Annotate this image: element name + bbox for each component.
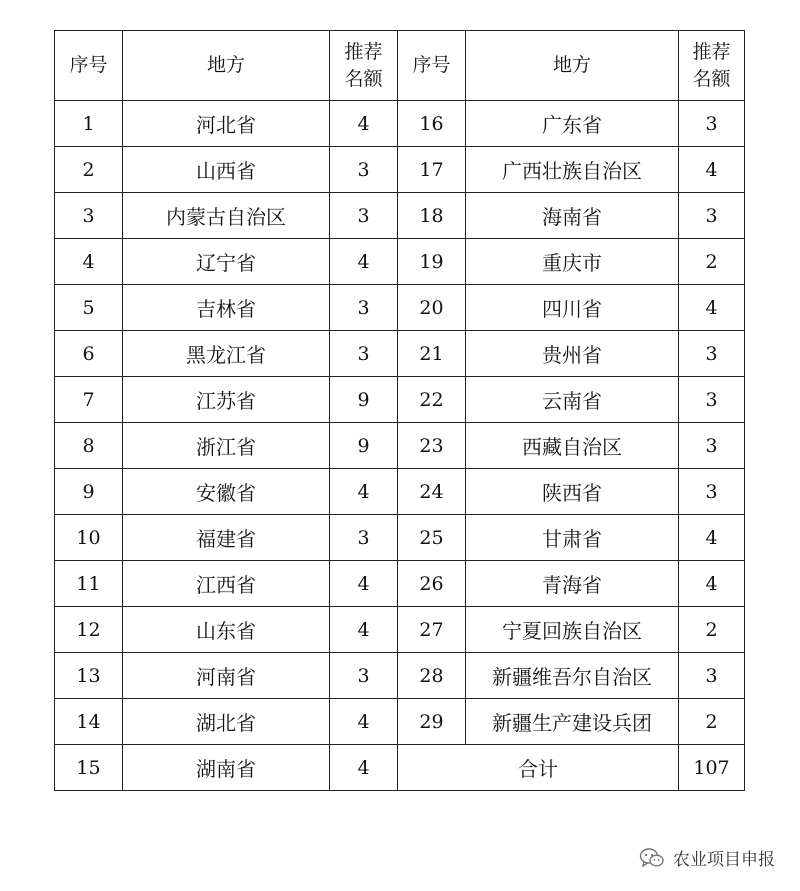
- cell-region-2: 贵州省: [466, 331, 679, 377]
- wechat-icon: [639, 847, 665, 869]
- cell-no: 7: [55, 377, 123, 423]
- cell-region-2: 海南省: [466, 193, 679, 239]
- cell-region-2: 西藏自治区: [466, 423, 679, 469]
- cell-region: 吉林省: [123, 285, 330, 331]
- cell-no: 1: [55, 101, 123, 147]
- cell-no: 12: [55, 607, 123, 653]
- table-row: [55, 239, 745, 285]
- account-name: 农业项目申报: [673, 850, 775, 870]
- cell-quota-2: 3: [679, 377, 745, 423]
- cell-quota: 4: [330, 469, 398, 515]
- cell-no-2: 26: [398, 561, 466, 607]
- cell-no: 11: [55, 561, 123, 607]
- cell-quota-2: 4: [679, 515, 745, 561]
- cell-quota-2: 3: [679, 101, 745, 147]
- cell-no: 2: [55, 147, 123, 193]
- cell-no-2: 23: [398, 423, 466, 469]
- table-row: [55, 699, 745, 745]
- cell-quota-2: 2: [679, 239, 745, 285]
- cell-no-2: 24: [398, 469, 466, 515]
- cell-region-2: 广西壮族自治区: [466, 147, 679, 193]
- cell-no-2: 21: [398, 331, 466, 377]
- cell-quota-2: 3: [679, 469, 745, 515]
- cell-no: 10: [55, 515, 123, 561]
- cell-region: 内蒙古自治区: [123, 193, 330, 239]
- header-quota-2-line2: 名额: [692, 67, 731, 90]
- table-row: [55, 561, 745, 607]
- header-region: 地方: [123, 31, 330, 101]
- cell-no: 6: [55, 331, 123, 377]
- cell-quota: 9: [330, 377, 398, 423]
- total-value: 107: [679, 745, 745, 791]
- cell-region: 湖北省: [123, 699, 330, 745]
- table-row: [55, 469, 745, 515]
- cell-quota: 3: [330, 285, 398, 331]
- watermark: [639, 845, 775, 870]
- cell-no: 13: [55, 653, 123, 699]
- cell-region-2: 青海省: [466, 561, 679, 607]
- table-row: [55, 331, 745, 377]
- cell-region-2: 云南省: [466, 377, 679, 423]
- cell-quota: 3: [330, 147, 398, 193]
- cell-region: 辽宁省: [123, 239, 330, 285]
- cell-no: 3: [55, 193, 123, 239]
- cell-region-2: 四川省: [466, 285, 679, 331]
- cell-quota: 3: [330, 653, 398, 699]
- header-no-2: 序号: [398, 31, 466, 101]
- cell-quota-2: 3: [679, 331, 745, 377]
- header-region-2: 地方: [466, 31, 679, 101]
- cell-region: 河北省: [123, 101, 330, 147]
- cell-region-2: 广东省: [466, 101, 679, 147]
- cell-region-2: 宁夏回族自治区: [466, 607, 679, 653]
- cell-region: 江苏省: [123, 377, 330, 423]
- cell-quota-2: 4: [679, 147, 745, 193]
- cell-region: 安徽省: [123, 469, 330, 515]
- table-row: [55, 653, 745, 699]
- cell-no-2: 20: [398, 285, 466, 331]
- cell-quota-2: 2: [679, 699, 745, 745]
- cell-no-2: 29: [398, 699, 466, 745]
- cell-quota: 3: [330, 331, 398, 377]
- table-row: [55, 515, 745, 561]
- cell-region-2: 甘肃省: [466, 515, 679, 561]
- table-row: [55, 285, 745, 331]
- cell-no-2: 16: [398, 101, 466, 147]
- cell-region: 河南省: [123, 653, 330, 699]
- table-row: [55, 607, 745, 653]
- header-row: [55, 31, 745, 101]
- cell-no-2: 22: [398, 377, 466, 423]
- cell-quota: 4: [330, 607, 398, 653]
- cell-quota-2: 3: [679, 423, 745, 469]
- cell-no-2: 27: [398, 607, 466, 653]
- cell-region: 福建省: [123, 515, 330, 561]
- cell-no: 8: [55, 423, 123, 469]
- cell-no-2: 19: [398, 239, 466, 285]
- cell-region-2: 陕西省: [466, 469, 679, 515]
- cell-region-2: 新疆维吾尔自治区: [466, 653, 679, 699]
- cell-quota: 9: [330, 423, 398, 469]
- cell-region-2: 新疆生产建设兵团: [466, 699, 679, 745]
- cell-region: 山东省: [123, 607, 330, 653]
- cell-region-2: 重庆市: [466, 239, 679, 285]
- cell-region: 湖南省: [123, 745, 330, 791]
- cell-region: 浙江省: [123, 423, 330, 469]
- cell-no: 4: [55, 239, 123, 285]
- table-row: [55, 147, 745, 193]
- cell-no: 15: [55, 745, 123, 791]
- cell-no-2: 17: [398, 147, 466, 193]
- cell-quota-2: 4: [679, 561, 745, 607]
- cell-quota: 4: [330, 561, 398, 607]
- cell-no: 14: [55, 699, 123, 745]
- total-label: 合计: [398, 745, 679, 791]
- cell-quota: 4: [330, 239, 398, 285]
- cell-no-2: 28: [398, 653, 466, 699]
- cell-region: 江西省: [123, 561, 330, 607]
- table-row: [55, 101, 745, 147]
- cell-region: 黑龙江省: [123, 331, 330, 377]
- cell-quota-2: 3: [679, 193, 745, 239]
- header-quota-line2: 名额: [344, 67, 383, 90]
- header-no: 序号: [55, 31, 123, 101]
- header-quota: [330, 31, 398, 101]
- cell-quota: 3: [330, 515, 398, 561]
- cell-no: 9: [55, 469, 123, 515]
- quota-table: [54, 30, 745, 791]
- table-row: [55, 193, 745, 239]
- cell-quota: 4: [330, 699, 398, 745]
- cell-region: 山西省: [123, 147, 330, 193]
- header-quota-2-line1: 推荐: [692, 40, 731, 63]
- total-row: [55, 745, 745, 791]
- header-quota-line1: 推荐: [344, 40, 383, 63]
- cell-quota: 4: [330, 745, 398, 791]
- header-quota-2: [679, 31, 745, 101]
- cell-quota: 4: [330, 101, 398, 147]
- table-row: [55, 423, 745, 469]
- cell-quota: 3: [330, 193, 398, 239]
- table-row: [55, 377, 745, 423]
- cell-quota-2: 2: [679, 607, 745, 653]
- table-body: [55, 101, 745, 791]
- cell-no-2: 18: [398, 193, 466, 239]
- cell-quota-2: 3: [679, 653, 745, 699]
- cell-no: 5: [55, 285, 123, 331]
- cell-no-2: 25: [398, 515, 466, 561]
- cell-quota-2: 4: [679, 285, 745, 331]
